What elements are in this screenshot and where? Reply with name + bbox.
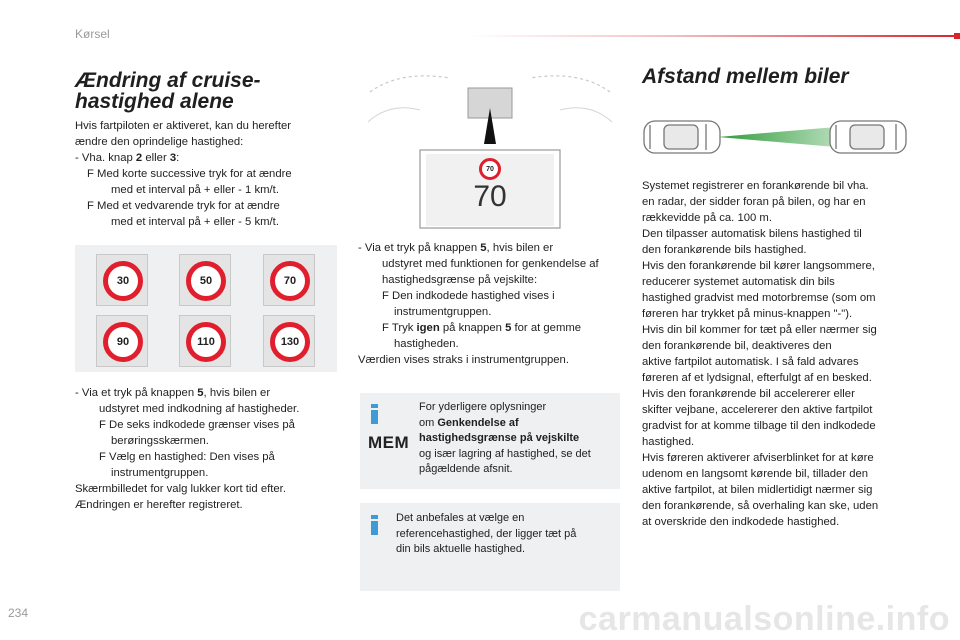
speed-sign-30 — [96, 254, 148, 306]
mem-info-text — [419, 400, 619, 478]
outro-line: Skærmbilledet for valg lukker kort tid efter. — [75, 483, 286, 495]
sign-value: 90 — [103, 322, 143, 362]
para-line: rækkevidde på ca. 100 m. — [642, 212, 772, 224]
intro-line: ændre den oprindelige hastighed: — [75, 136, 244, 148]
speed-sign-50 — [179, 254, 231, 306]
result-line: Værdien vises straks i instrumentgruppen. — [358, 354, 569, 366]
outro-line: Ændringen er herefter registreret. — [75, 499, 243, 511]
speed-sign-110 — [179, 315, 231, 367]
step-c-text: , hvis bilen er — [486, 242, 554, 254]
mem-emphasis: Genkendelse af — [437, 416, 519, 429]
para-line: aktive fartpilot, at bilen midlertidigt nærmer sig — [642, 484, 873, 496]
left-instructions-top — [75, 118, 345, 230]
step-a — [75, 150, 345, 166]
para-line: den forankørende, så overhaling kan ske, uden — [642, 500, 879, 512]
sub-item — [358, 320, 628, 336]
mem-line: For yderligere oplysninger — [419, 401, 547, 413]
para-line: Hvis den forankørende bil kører langsommere, — [642, 260, 875, 272]
sub-item-text: for at gemme — [511, 322, 582, 334]
tip-line: Det anbefales at vælge en — [396, 512, 525, 524]
para-line: reducerer systemet automatisk din bils — [642, 276, 835, 288]
sub-item: F Med et vedvarende tryk for at ændre — [87, 200, 280, 212]
mem-text: om — [419, 416, 438, 429]
para-line: Hvis din bil kommer for tæt på eller nærmer sig — [642, 324, 877, 336]
right-paragraph — [642, 178, 922, 530]
step-c-text: - Via et tryk på knappen — [358, 242, 481, 254]
right-title: Afstand mellem biler — [642, 65, 849, 88]
recognized-sign: 70 — [479, 158, 501, 180]
rear-car — [644, 121, 720, 153]
para-line: den forankørende bil, deaktiveres den — [642, 340, 832, 352]
sub-item-cont: med et interval på + eller - 5 km/t. — [111, 216, 279, 228]
emphasis: igen — [416, 322, 440, 334]
tip-line: referencehastighed, der ligger tæt på — [396, 527, 577, 540]
car-distance-drawing — [640, 108, 910, 166]
car-distance-illustration — [640, 108, 910, 166]
mem-label: MEM — [368, 433, 410, 452]
button-5-ref: 5 — [480, 242, 487, 254]
sign-value: 70 — [270, 261, 310, 301]
left-instructions-bottom — [75, 385, 350, 513]
para-line: aktive fartpilot automatisk. I så fald advares — [642, 356, 859, 368]
step-c — [358, 240, 628, 256]
title-line-1: Ændring af cruise- — [75, 69, 261, 92]
para-line: skifter vejbane, accelererer den aktive fartpilot — [642, 404, 873, 416]
title-line-2: hastighed alene — [75, 90, 234, 113]
section-label: Kørsel — [75, 27, 110, 41]
button-2-ref: 2 — [135, 152, 143, 164]
left-title — [75, 70, 261, 112]
sign-value: 30 — [103, 261, 143, 301]
para-line: Hvis den forankørende bil accelererer eller — [642, 388, 855, 400]
sub-item: F De seks indkodede grænser vises på — [99, 419, 295, 431]
sub-item-cont: instrumentgruppen. — [111, 467, 209, 479]
para-line: gradvist for at komme tilbage til den indkodede — [642, 420, 876, 432]
sign-value: 110 — [186, 322, 226, 362]
cluster-speed-readout: 70 — [473, 180, 507, 213]
para-line: føreren af et lydsignal, efterfulgt af en besked. — [642, 372, 872, 384]
tip-text — [396, 511, 616, 558]
step-a-text: : — [176, 152, 180, 164]
speed-sign-130 — [263, 315, 315, 367]
step-b-text: - Via et tryk på knappen — [75, 387, 198, 399]
mem-line — [419, 431, 619, 447]
info-icon — [371, 404, 378, 424]
mem-line — [419, 416, 619, 432]
sub-item-cont: instrumentgruppen. — [394, 306, 492, 318]
sub-item-cont: hastigheden. — [394, 338, 459, 350]
step-a-text: - Vha. knap — [75, 152, 136, 164]
speed-sign-selection-illustration — [75, 245, 337, 372]
sub-item-text: F Tryk — [382, 322, 417, 334]
step-a-text: eller — [142, 152, 170, 164]
speed-sign-70 — [263, 254, 315, 306]
step-b-cont: udstyret med indkodning af hastigheder. — [99, 403, 300, 415]
mem-emphasis: hastighedsgrænse på vejskilte — [419, 432, 580, 444]
sign-value: 50 — [186, 261, 226, 301]
mem-line: pågældende afsnit. — [419, 463, 513, 475]
button-5-ref: 5 — [197, 387, 204, 399]
intro-line: Hvis fartpiloten er aktiveret, kan du herefter — [75, 120, 291, 132]
sub-item: F Med korte successive tryk for at ændre — [87, 168, 292, 180]
mem-info-box — [360, 393, 620, 489]
sub-item-cont: med et interval på + eller - 1 km/t. — [111, 184, 279, 196]
para-line: udenom en langsomt kørende bil, tillader den — [642, 468, 869, 480]
page-number: 234 — [8, 606, 29, 620]
para-line: Den tilpasser automatisk bilens hastighed til — [642, 228, 862, 240]
middle-instructions — [358, 240, 628, 368]
sign-value: 130 — [270, 322, 310, 362]
step-b — [75, 385, 350, 401]
mem-line: og især lagring af hastighed, se det — [419, 447, 591, 460]
header-accent-marker — [954, 33, 960, 39]
info-icon — [371, 515, 378, 535]
speed-sign-90 — [96, 315, 148, 367]
instrument-cluster-illustration — [360, 62, 620, 234]
step-b-text: , hvis bilen er — [203, 387, 271, 399]
tip-info-box — [360, 503, 620, 591]
para-line: en radar, der sidder foran på bilen, og har en — [642, 196, 866, 208]
sub-item: F Vælg en hastighed: Den vises på — [99, 451, 275, 463]
button-5-ref: 5 — [505, 322, 512, 334]
step-c-cont: udstyret med funktionen for genkendelse af — [382, 258, 599, 270]
para-line: den forankørende bils hastighed. — [642, 244, 807, 256]
sub-item-cont: berøringsskærmen. — [111, 435, 209, 447]
para-line: Hvis føreren aktiverer afviserblinket for at køre — [642, 452, 874, 464]
tip-line: din bils aktuelle hastighed. — [396, 543, 526, 555]
header-accent-line — [468, 35, 960, 37]
sub-item: F Den indkodede hastighed vises i — [382, 290, 555, 302]
front-car — [830, 121, 906, 153]
para-line: hastighed gradvist med motorbremse (som om — [642, 292, 876, 304]
para-line: Systemet registrerer en forankørende bil vha. — [642, 180, 869, 192]
watermark: carmanualsonline.info — [578, 600, 950, 638]
step-c-cont: hastighedsgrænse på vejskilte: — [382, 274, 538, 286]
button-3-ref: 3 — [169, 152, 177, 164]
para-line: at overskride den indkodede hastighed. — [642, 516, 840, 528]
para-line: hastighed. — [642, 436, 695, 448]
para-line: føreren har trykket på minus-knappen "-"). — [642, 308, 853, 320]
sub-item-text: på knappen — [439, 322, 506, 334]
